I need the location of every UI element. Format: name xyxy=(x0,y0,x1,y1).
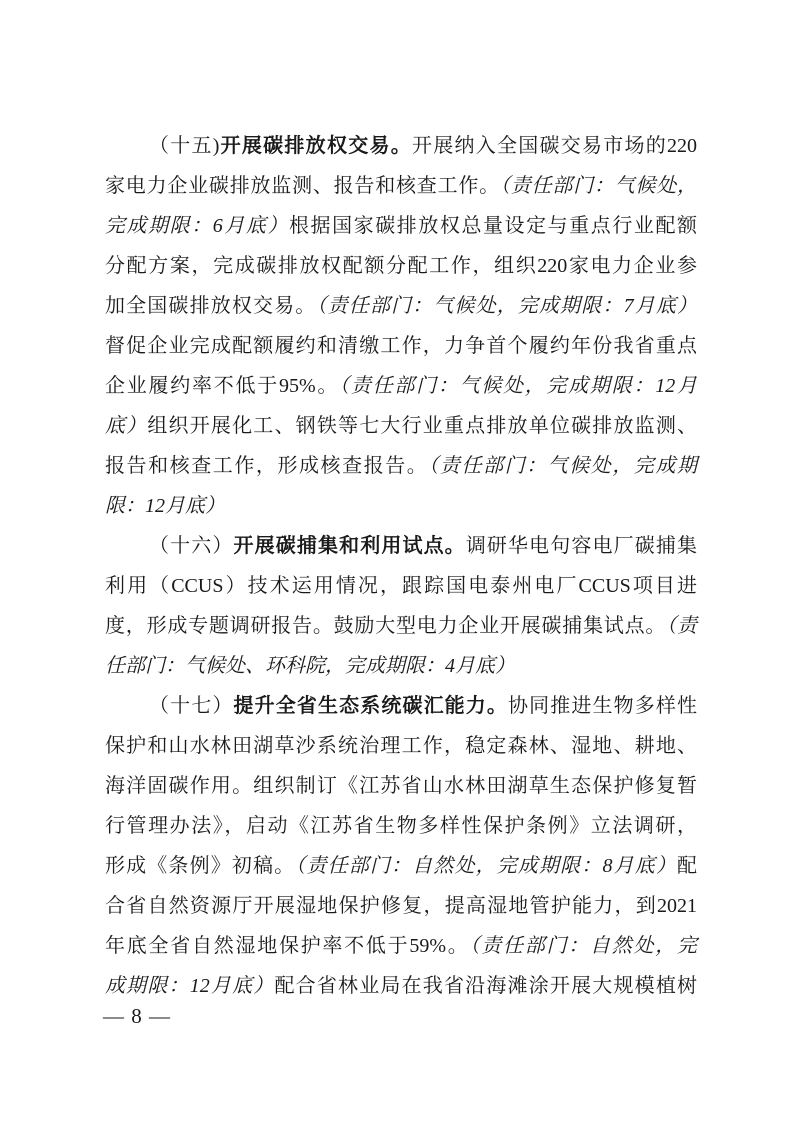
paragraph-line xyxy=(105,766,697,806)
responsibility-clause-text: （责任部门：气候处，完成期限：12月 xyxy=(339,375,698,397)
paragraph-line xyxy=(105,366,697,406)
paragraph-line xyxy=(105,846,697,886)
paragraph-line xyxy=(105,886,697,926)
paragraph-line xyxy=(105,206,697,246)
responsibility-clause-text: （责任部门：气候处，完成期 xyxy=(428,455,698,477)
body-text: 企业履约率不低于95%。 xyxy=(105,375,340,397)
item-title-text: 开展碳排放权交易。 xyxy=(219,135,412,157)
body-text: 保护和山水林田湖草沙系统治理工作，稳定森林、湿地、耕地、 xyxy=(105,735,697,757)
paragraph-line xyxy=(105,166,697,206)
responsibility-clause-text: （责 xyxy=(666,615,698,637)
paragraph-line xyxy=(105,526,697,566)
paragraph-line xyxy=(105,966,697,1006)
body-text: 根据国家碳排放权总量设定与重点行业配额 xyxy=(289,215,697,237)
body-text: 开展纳入全国碳交易市场的220 xyxy=(411,135,697,157)
responsibility-clause-text: 完成期限：6月底） xyxy=(105,215,289,237)
body-text: 形成《条例》初稿。 xyxy=(105,855,296,877)
paragraph-line xyxy=(105,606,697,646)
body-text: 海洋固碳作用。组织制订《江苏省山水林田湖草生态保护修复暂 xyxy=(105,775,697,797)
body-text: 配合省林业局在我省沿海滩涂开展大规模植树 xyxy=(274,975,698,997)
paragraph-line xyxy=(105,726,697,766)
responsibility-clause-text: 任部门：气候处、环科院，完成期限：4月底） xyxy=(105,655,515,677)
paragraph-line xyxy=(105,406,697,446)
body-text: 行管理办法》，启动《江苏省生物多样性保护条例》立法调研， xyxy=(105,815,697,837)
paragraph-line xyxy=(105,926,697,966)
body-text: 分配方案，完成碳排放权配额分配工作，组织220家电力企业参 xyxy=(105,255,697,277)
page-number: — 8 — xyxy=(103,1004,171,1028)
responsibility-clause-text: 底） xyxy=(105,415,148,437)
paragraph-line xyxy=(105,286,697,326)
paragraph-line xyxy=(105,446,697,486)
body-text: （十七） xyxy=(149,695,234,717)
body-text: 度，形成专题调研报告。鼓励大型电力企业开展碳捕集试点。 xyxy=(105,615,667,637)
body-text: 报告和核查工作，形成核查报告。 xyxy=(105,455,429,477)
body-text: 调研华电句容电厂碳捕集 xyxy=(465,535,698,557)
body-text: （十五) xyxy=(149,135,220,157)
body-text: 年底全省自然湿地保护率不低于59%。 xyxy=(105,935,470,957)
body-text: 合省自然资源厅开展湿地保护修复，提高湿地管护能力，到2021 xyxy=(105,895,697,917)
paragraph-line xyxy=(105,646,697,686)
paragraph-line xyxy=(105,246,697,286)
responsibility-clause-text: （责任部门：自然处，完 xyxy=(469,935,697,957)
body-text: （十六） xyxy=(149,535,234,557)
body-text: 加全国碳排放权交易。 xyxy=(105,295,317,317)
responsibility-clause-text: （责任部门：自然处，完成期限：8月底） xyxy=(295,855,678,877)
responsibility-clause-text: （责任部门：气候处，完成期限：7月底） xyxy=(316,295,698,317)
body-text: 配 xyxy=(677,855,698,877)
paragraph-line xyxy=(105,126,697,166)
responsibility-clause-text: 成期限：12月底） xyxy=(105,975,275,997)
body-text: 家电力企业碳排放监测、报告和核查工作。 xyxy=(105,175,500,197)
paragraph-line xyxy=(105,806,697,846)
body-text: 督促企业完成配额履约和清缴工作，力争首个履约年份我省重点 xyxy=(105,335,697,357)
body-text: 协同推进生物多样性 xyxy=(508,695,698,717)
responsibility-clause-text: （责任部门：气候处， xyxy=(499,175,698,197)
document-text-block xyxy=(105,126,697,1006)
body-text: 利用（CCUS）技术运用情况，跟踪国电泰州电厂CCUS项目进 xyxy=(105,575,697,597)
responsibility-clause-text: 限：12月底） xyxy=(105,495,225,517)
paragraph-line xyxy=(105,686,697,726)
item-title-text: 开展碳捕集和利用试点。 xyxy=(233,535,466,557)
item-title-text: 提升全省生态系统碳汇能力。 xyxy=(233,695,509,717)
paragraph-line xyxy=(105,566,697,606)
paragraph-line xyxy=(105,326,697,366)
paragraph-line xyxy=(105,486,697,526)
body-text: 组织开展化工、钢铁等七大行业重点排放单位碳排放监测、 xyxy=(147,415,698,437)
